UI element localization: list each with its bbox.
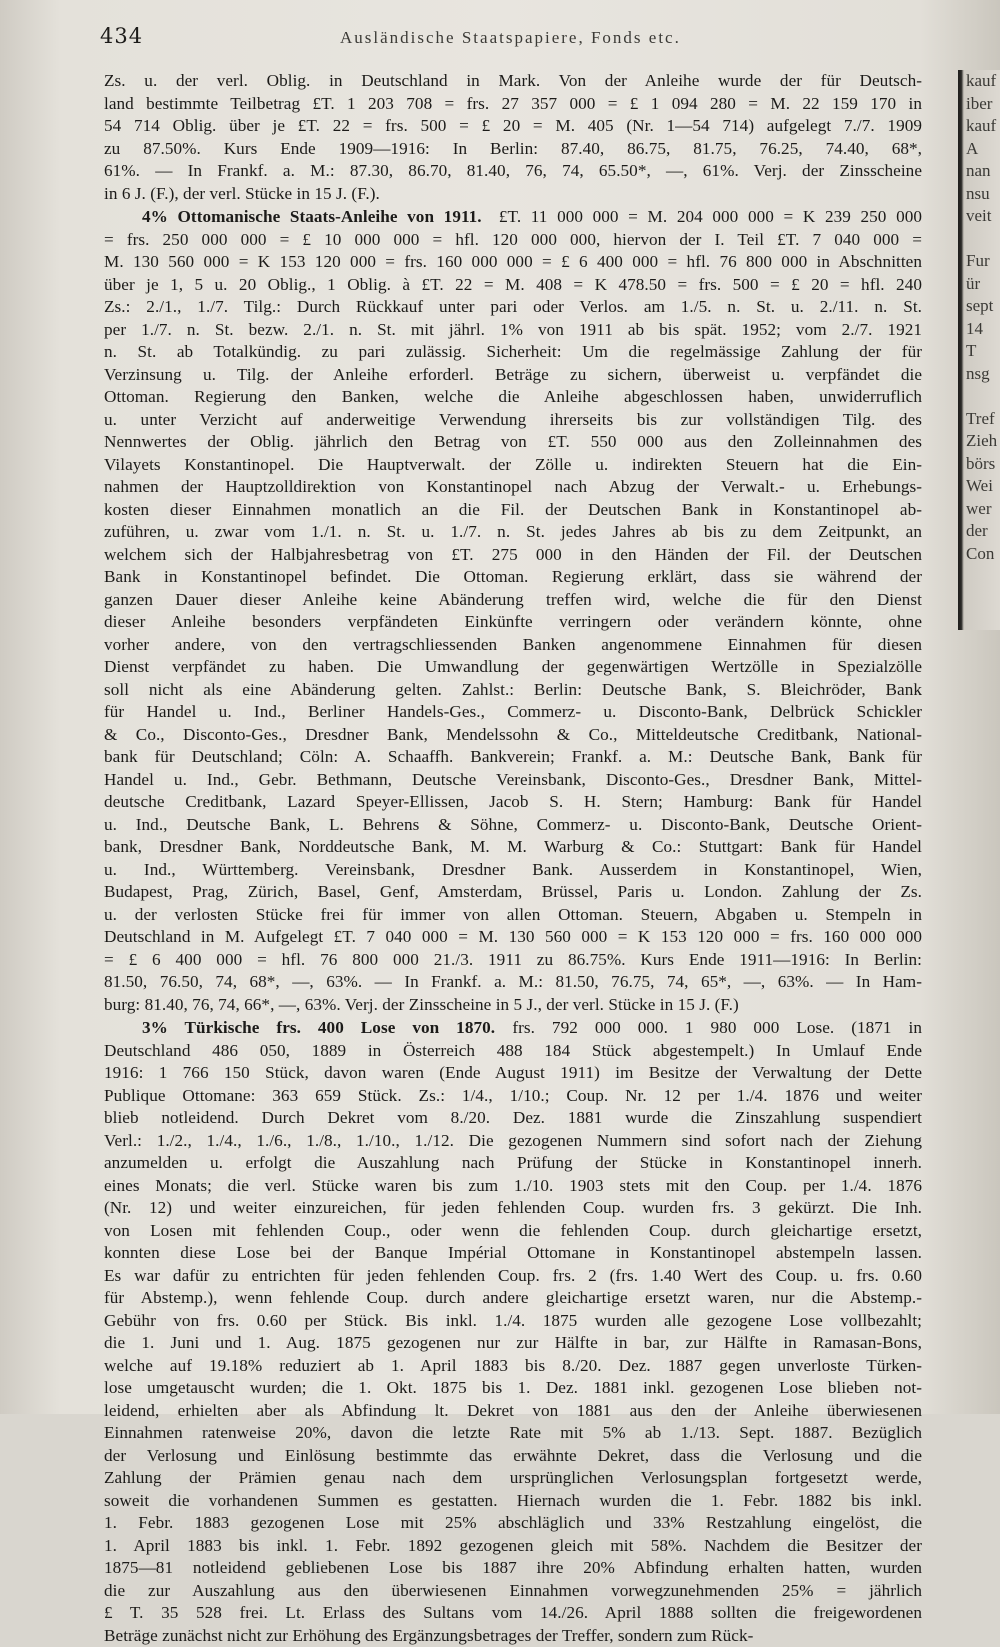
line-text: Gebühr von frs. 0.60 per Stück. Bis inkl. 1./4. 1875 wurden alle gezogene Lose vollbezahlt;	[104, 1311, 922, 1330]
adjacent-page-fragment: der	[958, 520, 1000, 543]
text-line	[104, 70, 922, 93]
line-text: in 6 J. (F.), der verl. Stücke in 15 J. (F.).	[104, 184, 380, 203]
line-text: 1. April 1883 bis inkl. 1. Febr. 1892 gezogenen gleich mit 58%. Nachdem die Besitzer der	[104, 1536, 922, 1555]
text-line	[104, 1062, 922, 1085]
line-text: Deutschland in M. Aufgelegt £T. 7 040 000 = M. 130 560 000 = K 153 120 000 = frs. 160 000 000	[104, 927, 922, 946]
line-text: Nennwertes der Oblig. jährlich den Betrag von £T. 550 000 aus den Zolleinnahmen des	[104, 432, 922, 451]
page-number: 434	[100, 24, 143, 48]
adjacent-page-edge	[958, 70, 1000, 630]
line-text: zu 87.50%. Kurs Ende 1909—1916: In Berlin: 87.40, 86.75, 81.75, 76.25, 74.40, 68*,	[104, 139, 922, 158]
adjacent-page-fragment: Con	[958, 543, 1000, 566]
text-line	[104, 634, 922, 657]
paragraph	[104, 206, 922, 1016]
adjacent-page-fragment	[958, 385, 1000, 408]
line-text: 1875—81 notleidend gebliebenen Lose bis 1887 ihre 20% Abfindung erhalten hatten, wurden	[104, 1558, 922, 1577]
text-line	[104, 656, 922, 679]
adjacent-page-fragment: nan	[958, 160, 1000, 183]
line-text: land bestimmte Teilbetrag £T. 1 203 708 = frs. 27 357 000 = £ 1 094 280 = M. 22 159 170 in	[104, 94, 922, 113]
text-line	[104, 1512, 922, 1535]
line-text: zuführen, u. zwar vom 1./1. n. St. u. 1./7. n. St. jedes Jahres ab bis zu dem Zeitpunkt, an	[104, 522, 922, 541]
line-text: M. 130 560 000 = K 153 120 000 = frs. 160 000 000 = £ 6 400 000 = hfl. 76 800 000 in Abschnitten	[104, 252, 922, 271]
text-line	[104, 229, 922, 252]
line-text: 61%. — In Frankf. a. M.: 87.30, 86.70, 81.40, 76, 74, 65.50*, —, 61%. Verj. der Zinsscheine	[104, 161, 922, 180]
running-title: Ausländische Staatspapiere, Fonds etc.	[340, 28, 681, 48]
entry-heading: 4% Ottomanische Staats-Anleihe von 1911.	[142, 207, 482, 226]
line-text: Einnahmen ratenweise 20%, davon die letzte Rate mit 5% ab 1./13. Sept. 1887. Bezüglich	[104, 1423, 922, 1442]
line-text: = frs. 250 000 000 = £ 10 000 000 = hfl. 120 000 000, hiervon der I. Teil £T. 7 040 000 =	[104, 230, 922, 249]
text-line	[104, 1490, 922, 1513]
text-line	[104, 611, 922, 634]
line-text: für Handel u. Ind., Berliner Handels-Ges., Commerz- u. Disconto-Bank, Delbrück Schickler	[104, 702, 922, 721]
adjacent-page-fragment: Fur	[958, 250, 1000, 273]
adjacent-page-fragment: kauf	[958, 70, 1000, 93]
line-text: Verzinsung u. Tilg. der Anleihe erforderl. Beträge zu sichern, überweist u. verpfändet die	[104, 365, 922, 384]
adjacent-page-fragment: wer	[958, 498, 1000, 521]
text-line	[104, 724, 922, 747]
adjacent-page-fragment: veit	[958, 205, 1000, 228]
line-text: Zahlung der Prämien genau nach dem ursprünglichen Verlosungsplan fortgesetzt werde,	[104, 1468, 922, 1487]
line-text: für Abstemp.), wenn fehlende Coup. durch andere gleichartige ersetzt waren, nur die Abstemp.-	[104, 1288, 922, 1307]
text-line	[104, 1400, 922, 1423]
line-text: Vilayets Konstantinopel. Die Hauptverwalt. der Zölle u. indirekten Steuern hat die Ein-	[104, 455, 922, 474]
text-line	[104, 115, 922, 138]
text-line	[104, 1017, 922, 1040]
line-text: £T. 11 000 000 = M. 204 000 000 = K 239 250 000	[499, 207, 922, 226]
adjacent-page-fragment: nsg	[958, 363, 1000, 386]
text-line	[104, 1152, 922, 1175]
line-text: lose umgetauscht wurden; die 1. Okt. 1875 bis 1. Dez. 1881 inkl. gezogenen Lose blieben not-	[104, 1378, 922, 1397]
text-line	[104, 769, 922, 792]
text-line	[104, 971, 922, 994]
line-text: burg: 81.40, 76, 74, 66*, —, 63%. Verj. der Zinsscheine in 5 J., der verl. Stücke in 15 J. (F.)	[104, 995, 739, 1014]
text-line	[104, 206, 922, 229]
adjacent-page-fragment: sept	[958, 295, 1000, 318]
line-text: leidend, erhielten aber als Abfindung lt. Dekret von 1881 aus den der Anleihe überwiesenen	[104, 1401, 922, 1420]
line-text: die zur Auszahlung aus den überwiesenen Einnahmen vorwegzunehmenden 25% = jährlich	[104, 1581, 922, 1600]
line-text: ganzen Dauer dieser Anleihe keine Abänderung treffen wird, welche die für den Dienst	[104, 590, 922, 609]
text-line	[104, 589, 922, 612]
text-line	[104, 1580, 922, 1603]
text-line	[104, 1625, 922, 1647]
adjacent-page-fragment: A	[958, 138, 1000, 161]
adjacent-page-fragment: ür	[958, 273, 1000, 296]
text-line	[104, 1040, 922, 1063]
line-text: konnten diese Lose bei der Banque Impérial Ottomane in Konstantinopel abstempeln lassen.	[104, 1243, 922, 1262]
line-text: bank, Dresdner Bank, Norddeutsche Bank, M. M. Warburg & Co.: Stuttgart: Bank für Handel	[104, 837, 922, 856]
text-line	[104, 251, 922, 274]
text-line	[104, 1220, 922, 1243]
text-line	[104, 1377, 922, 1400]
text-line	[104, 1535, 922, 1558]
line-text: = £ 6 400 000 = hfl. 76 800 000 21./3. 1911 zu 86.75%. Kurs Ende 1911—1916: In Berlin:	[104, 950, 922, 969]
line-text: Budapest, Prag, Zürich, Basel, Genf, Amsterdam, Brüssel, Paris u. London. Zahlung der Zs.	[104, 882, 922, 901]
paragraph	[104, 70, 922, 205]
text-line	[104, 476, 922, 499]
text-line	[104, 904, 922, 927]
text-line	[104, 994, 922, 1017]
text-line	[104, 1332, 922, 1355]
line-text: die 1. Juni und 1. Aug. 1875 gezogenen nur zur Hälfte in bar, zur Hälfte in Ramasan-Bons,	[104, 1333, 922, 1352]
text-line	[104, 1085, 922, 1108]
line-text: Beträge zunächst nicht zur Erhöhung des Ergänzungsbetrages der Treffer, sondern zum Rück-	[104, 1626, 753, 1645]
line-text: u. unter Verzicht auf anderweitige Verwendung ihrerseits bis zur vollständigen Tilg. des	[104, 410, 922, 429]
adjacent-page-fragment: Wei	[958, 475, 1000, 498]
text-line	[104, 1265, 922, 1288]
text-line	[104, 1422, 922, 1445]
text-line	[104, 566, 922, 589]
adjacent-page-fragment: iber	[958, 93, 1000, 116]
line-text: der Verlosung und Einlösung bestimmte das erwähnte Dekret, dass die Verlosung und die	[104, 1446, 922, 1465]
page-header	[100, 24, 960, 58]
text-line	[104, 454, 922, 477]
text-line	[104, 1175, 922, 1198]
line-text: Verl.: 1./2., 1./4., 1./6., 1./8., 1./10., 1./12. Die gezogenen Nummern sind sofort nach der Ziehung	[104, 1131, 922, 1150]
entry-heading: 3% Türkische frs. 400 Lose von 1870.	[142, 1018, 495, 1037]
line-text: deutsche Creditbank, Lazard Speyer-Ellissen, Jacob S. H. Stern; Hamburg: Bank für Handel	[104, 792, 922, 811]
text-line	[104, 364, 922, 387]
adjacent-page-fragment: nsu	[958, 183, 1000, 206]
line-text: welchem sich der Halbjahresbetrag von £T. 275 000 in den Händen der Fil. der Deutschen	[104, 545, 922, 564]
text-line	[104, 791, 922, 814]
text-line	[104, 1355, 922, 1378]
adjacent-page-fragment: Zieh	[958, 430, 1000, 453]
text-line	[104, 160, 922, 183]
text-line	[104, 926, 922, 949]
line-text: nahmen der Hauptzolldirektion von Konstantinopel nach Abzug der Verwalt.- u. Erhebungs-	[104, 477, 922, 496]
body-text	[104, 70, 922, 1400]
text-line	[104, 881, 922, 904]
text-line	[104, 1107, 922, 1130]
text-line	[104, 1467, 922, 1490]
paragraph	[104, 1017, 922, 1647]
text-line	[104, 319, 922, 342]
line-text: eines Monats; die verl. Stücke waren bis zum 1./10. 1903 stets mit den Coup. per 1./4. 1876	[104, 1176, 922, 1195]
text-line	[104, 1602, 922, 1625]
line-text: & Co., Disconto-Ges., Dresdner Bank, Mendelssohn & Co., Mitteldeutsche Creditbank, National-	[104, 725, 922, 744]
text-line	[104, 679, 922, 702]
line-text: über je 1, 5 u. 20 Oblig., 1 Oblig. à £T. 22 = M. 408 = K 478.50 = frs. 500 = £ 20 = hfl. 240	[104, 275, 922, 294]
text-line	[104, 499, 922, 522]
text-line	[104, 949, 922, 972]
line-text: anzumelden u. erfolgt die Auszahlung nach Prüfung der Stücke in Konstantinopel innerh.	[104, 1153, 922, 1172]
adjacent-page-fragment: T	[958, 340, 1000, 363]
text-line	[104, 859, 922, 882]
line-text: blieb notleidend. Durch Dekret vom 8./20. Dez. 1881 wurde die Zinszahlung suspendiert	[104, 1108, 922, 1127]
adjacent-page-fragment: Tref	[958, 408, 1000, 431]
line-text: u. Ind., Württemberg. Vereinsbank, Dresdner Bank. Ausserdem in Konstantinopel, Wien,	[104, 860, 922, 879]
line-text: £ T. 35 528 frei. Lt. Erlass des Sultans vom 14./26. April 1888 sollten die freigewordenen	[104, 1603, 922, 1622]
text-line	[104, 1197, 922, 1220]
line-text: 1916: 1 766 150 Stück, davon waren (Ende August 1911) im Besitze der Verwaltung der Dette	[104, 1063, 922, 1082]
line-text: frs. 792 000 000. 1 980 000 Lose. (1871 in	[512, 1018, 922, 1037]
text-line	[104, 701, 922, 724]
line-text: dieser Anleihe besonders verpfändeten Einkünfte verringern oder verändern könnte, ohne	[104, 612, 922, 631]
line-text: Dienst verpfändet zu haben. Die Umwandlung der gegenwärtigen Wertzölle in Spezialzölle	[104, 657, 922, 676]
line-text: 1. Febr. 1883 gezogenen Lose mit 25% abschläglich und 33% Restzahlung eingelöst, die	[104, 1513, 922, 1532]
line-text: Zs.: 2./1., 1./7. Tilg.: Durch Rückkauf unter pari oder Verlos. am 1./5. n. St. u. 2./11. n. St.	[104, 297, 922, 316]
line-text: u. der verlosten Stücke frei für immer von allen Ottoman. Steuern, Abgaben u. Stempeln in	[104, 905, 922, 924]
text-line	[104, 814, 922, 837]
line-text: Publique Ottomane: 363 659 Stück. Zs.: 1/4., 1/10.; Coup. Nr. 12 per 1./4. 1876 und weiter	[104, 1086, 922, 1105]
line-text: vorher andere, von den vertragschliessenden Banken angenommene Einnahmen für diesen	[104, 635, 922, 654]
adjacent-page-fragment: börs	[958, 453, 1000, 476]
text-line	[104, 1445, 922, 1468]
text-line	[104, 138, 922, 161]
line-text: bank für Deutschland; Cöln: A. Schaaffh. Bankverein; Frankf. a. M.: Deutsche Bank, Bank für	[104, 747, 922, 766]
text-line	[104, 746, 922, 769]
line-text: soweit die vorhandenen Summen es gestatten. Hiernach wurden die 1. Febr. 1882 bis inkl.	[104, 1491, 922, 1510]
text-line	[104, 1130, 922, 1153]
line-text: Deutschland 486 050, 1889 in Österreich 488 184 Stück abgestempelt.) In Umlauf Ende	[104, 1041, 922, 1060]
text-line	[104, 341, 922, 364]
adjacent-page-fragment: kauf	[958, 115, 1000, 138]
line-text: 81.50, 76.50, 74, 68*, —, 63%. — In Frankf. a. M.: 81.50, 76.75, 74, 65*, —, 63%. — In Ham-	[104, 972, 922, 991]
text-line	[104, 409, 922, 432]
line-text: per 1./7. n. St. bezw. 2./1. n. St. mit jährl. 1% von 1911 ab bis spät. 1952; vom 2./7. 1921	[104, 320, 922, 339]
text-line	[104, 544, 922, 567]
text-line	[104, 836, 922, 859]
text-line	[104, 1310, 922, 1333]
text-line	[104, 521, 922, 544]
text-line	[104, 1557, 922, 1580]
line-text: (Nr. 12) und weiter einzureichen, für jeden fehlenden Coup. wurden frs. 3 gekürzt. Die Inh.	[104, 1198, 922, 1217]
text-line	[104, 1287, 922, 1310]
text-line	[104, 386, 922, 409]
text-line	[104, 183, 922, 206]
line-text: von Losen mit fehlenden Coup., oder wenn die fehlenden Coup. durch gleichartige ersetzt,	[104, 1221, 922, 1240]
line-text: soll nicht als eine Abänderung gelten. Zahlst.: Berlin: Deutsche Bank, S. Bleichröder, Bank	[104, 680, 922, 699]
line-text: Es war dafür zu entrichten für jeden fehlenden Coup. frs. 2 (frs. 1.40 Wert des Coup. u. frs. 0.60	[104, 1266, 922, 1285]
line-text: Bank in Konstantinopel befindet. Die Ottoman. Regierung erklärt, dass sie während der	[104, 567, 922, 586]
text-line	[104, 93, 922, 116]
line-text: welche auf 19.18% reduziert ab 1. April 1883 bis 8./20. Dez. 1887 gegen unverloste Türken-	[104, 1356, 922, 1375]
line-text: Handel u. Ind., Gebr. Bethmann, Deutsche Vereinsbank, Disconto-Ges., Dresdner Bank, Mittel-	[104, 770, 922, 789]
line-text: n. St. ab Totalkündig. zu pari zulässig. Sicherheit: Um die regelmässige Zahlung der für	[104, 342, 922, 361]
text-line	[104, 274, 922, 297]
text-line	[104, 431, 922, 454]
line-text: Ottoman. Regierung den Banken, welche die Anleihe abgeschlossen haben, unwiderruflich	[104, 387, 922, 406]
line-text: kosten dieser Einnahmen monatlich an die Fil. der Deutschen Bank in Konstantinopel ab-	[104, 500, 922, 519]
text-line	[104, 296, 922, 319]
adjacent-page-fragment	[958, 228, 1000, 251]
line-text: 54 714 Oblig. über je £T. 22 = frs. 500 = £ 20 = M. 405 (Nr. 1—54 714) aufgelegt 7./7. 1909	[104, 116, 922, 135]
adjacent-page-fragment: 14	[958, 318, 1000, 341]
line-text: u. Ind., Deutsche Bank, L. Behrens & Söhne, Commerz- u. Disconto-Bank, Deutsche Orient-	[104, 815, 922, 834]
line-text: Zs. u. der verl. Oblig. in Deutschland in Mark. Von der Anleihe wurde der für Deutsch-	[104, 71, 922, 90]
text-line	[104, 1242, 922, 1265]
